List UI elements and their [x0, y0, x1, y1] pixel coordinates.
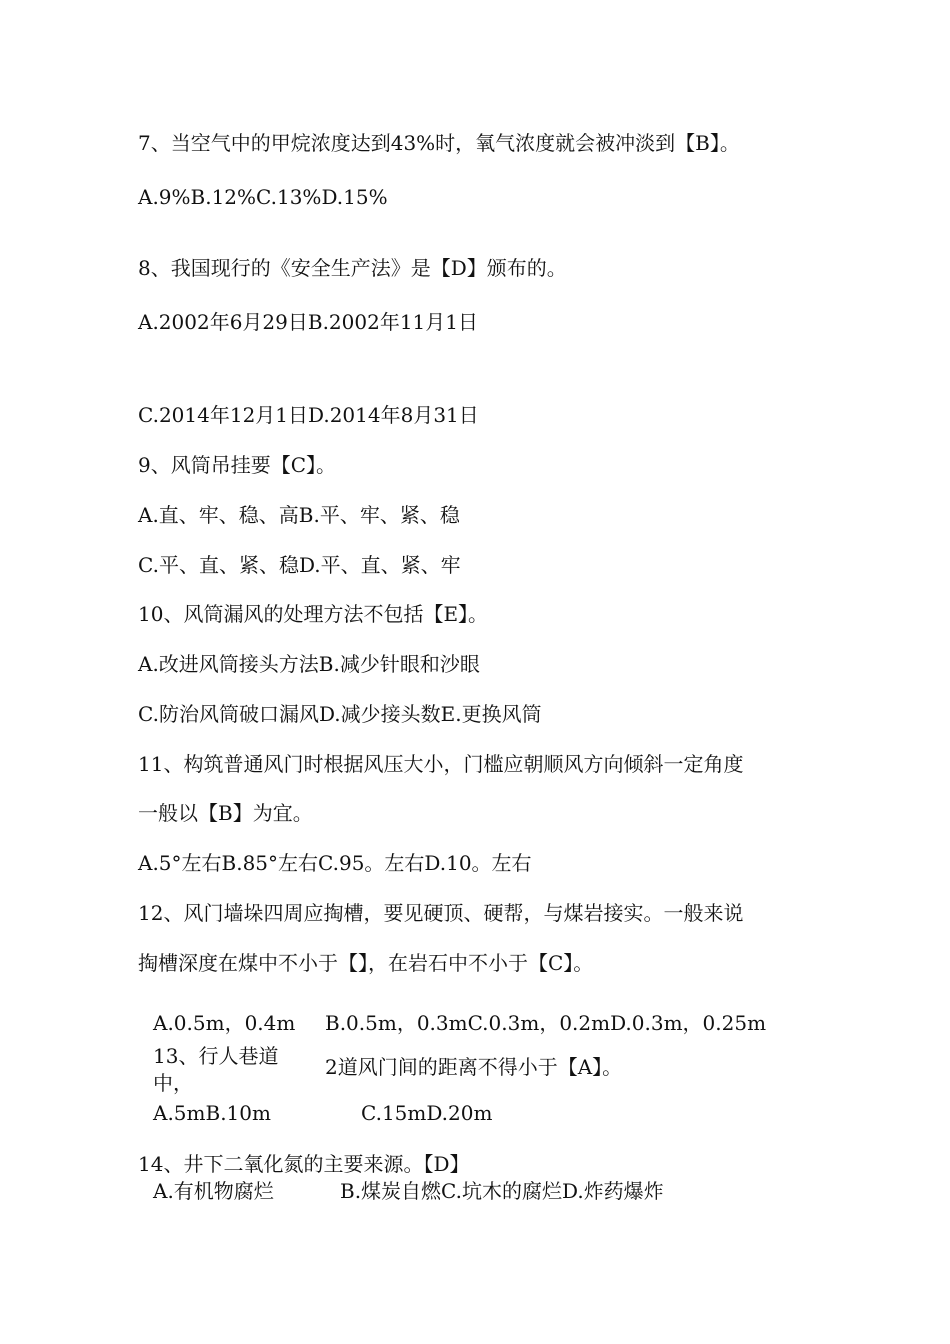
q12-options-rest: B.0.5m，0.3mC.0.3m，0.2mD.0.3m，0.25m — [325, 1011, 767, 1035]
q8-options-line1: A.2002年6月29日B.2002年11月1日 — [138, 310, 478, 334]
q11-stem-line1: 11、构筑普通风门时根据风压大小，门槛应朝顺风方向倾斜一定角度 — [138, 752, 744, 776]
q14-stem: 14、井下二氧化氮的主要来源。【D】 — [138, 1152, 470, 1176]
q7-stem: 7、当空气中的甲烷浓度达到43%时，氧气浓度就会被冲淡到【B】。 — [138, 131, 740, 155]
q12-stem-line2: 掏槽深度在煤中不小于【】，在岩石中不小于【C】。 — [138, 951, 594, 975]
q14-option-a: A.有机物腐烂 — [153, 1179, 274, 1203]
q10-options-line2: C.防治风筒破口漏风D.减少接头数E.更换风筒 — [138, 702, 542, 726]
q13-stem-part1: 13、行人巷道中， — [153, 1044, 279, 1095]
q12-option-a: A.0.5m，0.4m — [153, 1011, 296, 1035]
q12-stem-line1: 12、风门墙垛四周应掏槽，要见硬顶、硬帮，与煤岩接实。一般来说 — [138, 901, 744, 925]
q10-stem: 10、风筒漏风的处理方法不包括【E】。 — [138, 602, 489, 626]
q13-options-right: C.15mD.20m — [361, 1101, 493, 1125]
q10-options-line1: A.改进风筒接头方法B.减少针眼和沙眼 — [138, 652, 480, 676]
q11-stem-line2: 一般以【B】为宜。 — [138, 801, 313, 825]
q7-options: A.9%B.12%C.13%D.15% — [138, 185, 388, 209]
q13-stem-part2: 2道风门间的距离不得小于【A】。 — [325, 1055, 623, 1079]
q14-options-rest: B.煤炭自燃C.坑木的腐烂D.炸药爆炸 — [340, 1179, 664, 1203]
q9-options-line1: A.直、牢、稳、高B.平、牢、紧、稳 — [138, 503, 460, 527]
q11-options: A.5°左右B.85°左右C.95。左右D.10。左右 — [138, 851, 532, 875]
q8-options-line2: C.2014年12月1日D.2014年8月31日 — [138, 403, 479, 427]
q8-stem: 8、我国现行的《安全生产法》是【D】颁布的。 — [138, 256, 567, 280]
q9-options-line2: C.平、直、紧、稳D.平、直、紧、牢 — [138, 553, 461, 577]
q9-stem: 9、风筒吊挂要【C】。 — [138, 453, 337, 477]
q13-options-left: A.5mB.10m — [153, 1101, 271, 1125]
